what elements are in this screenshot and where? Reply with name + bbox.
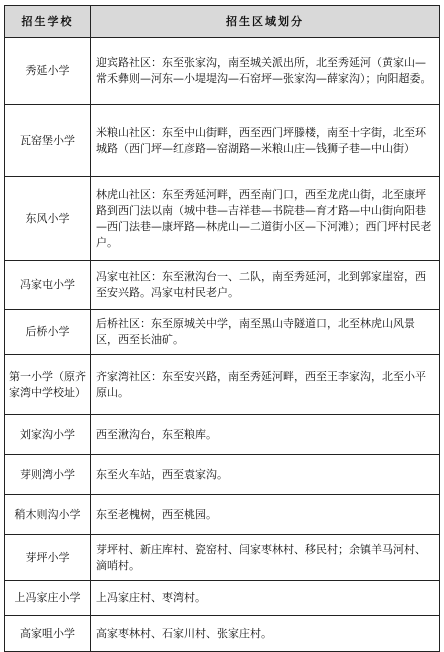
area-description: 高家枣林村、石家川村、张家庄村。 xyxy=(91,616,440,652)
school-name: 冯家屯小学 xyxy=(5,261,91,310)
table-row xyxy=(5,177,440,261)
table-row xyxy=(5,38,440,105)
area-description: 齐家湾社区：东至安兴路，南至秀延河畔，西至王李家沟，北至小平原山。 xyxy=(91,355,440,415)
school-name: 刘家沟小学 xyxy=(5,415,91,455)
school-name: 芽则湾小学 xyxy=(5,455,91,495)
area-description: 后桥社区：东至原城关中学，南至黑山寺隧道口，北至林虎山风景区，西至长油矿。 xyxy=(91,310,440,355)
table-row xyxy=(5,581,440,616)
header-area: 招生区域划分 xyxy=(91,6,440,38)
area-description: 西至湫沟台，东至粮库。 xyxy=(91,415,440,455)
school-name: 芽坪小学 xyxy=(5,535,91,581)
school-name: 上冯家庄小学 xyxy=(5,581,91,616)
table-row xyxy=(5,355,440,415)
area-description: 芽坪村、新庄库村、瓷窑村、闫家枣林村、移民村；余镇羊马河村、滴哨村。 xyxy=(91,535,440,581)
area-description: 米粮山社区：东至中山街畔，西至西门坪滕楼，南至十字街，北至环城路（西门坪—红彦路—窑湖路—米粮山庄—钱狮子巷—中山街） xyxy=(91,105,440,177)
table-row xyxy=(5,105,440,177)
school-name: 瓦窑堡小学 xyxy=(5,105,91,177)
school-name: 高家咀小学 xyxy=(5,616,91,652)
table-row xyxy=(5,535,440,581)
area-description: 上冯家庄村、枣湾村。 xyxy=(91,581,440,616)
school-name: 后桥小学 xyxy=(5,310,91,355)
table-row xyxy=(5,455,440,495)
area-description: 林虎山社区：东至秀延河畔，西至南门口，西至龙虎山街，北至康坪路到西门法以南（城中巷—吉祥巷—书院巷—育才路—中山街向阳巷—西门法巷—康坪路—林虎山—二道街小区—下河滩）；西门坪村民老户。 xyxy=(91,177,440,261)
table-row xyxy=(5,495,440,535)
table-row xyxy=(5,261,440,310)
school-name: 秀延小学 xyxy=(5,38,91,105)
area-description: 东至火车站，西至袁家沟。 xyxy=(91,455,440,495)
school-name: 东风小学 xyxy=(5,177,91,261)
table-row xyxy=(5,310,440,355)
table-row xyxy=(5,415,440,455)
school-name: 稍木则沟小学 xyxy=(5,495,91,535)
enrollment-table xyxy=(4,5,440,652)
school-name: 第一小学（原齐家湾中学校址） xyxy=(5,355,91,415)
header-school: 招生学校 xyxy=(5,6,91,38)
area-description: 东至老槐树，西至桃园。 xyxy=(91,495,440,535)
header-row xyxy=(5,6,440,38)
area-description: 冯家屯社区：东至湫沟台一、二队，南至秀延河，北到郭家崖窑，西至安兴路。冯家屯村民老户。 xyxy=(91,261,440,310)
table-row xyxy=(5,616,440,652)
area-description: 迎宾路社区：东至张家沟，南至城关派出所，北至秀延河（黄家山—常禾彝则—河东—小堤堤沟—石窑坪—张家沟—薛家沟）；向阳超委。 xyxy=(91,38,440,105)
